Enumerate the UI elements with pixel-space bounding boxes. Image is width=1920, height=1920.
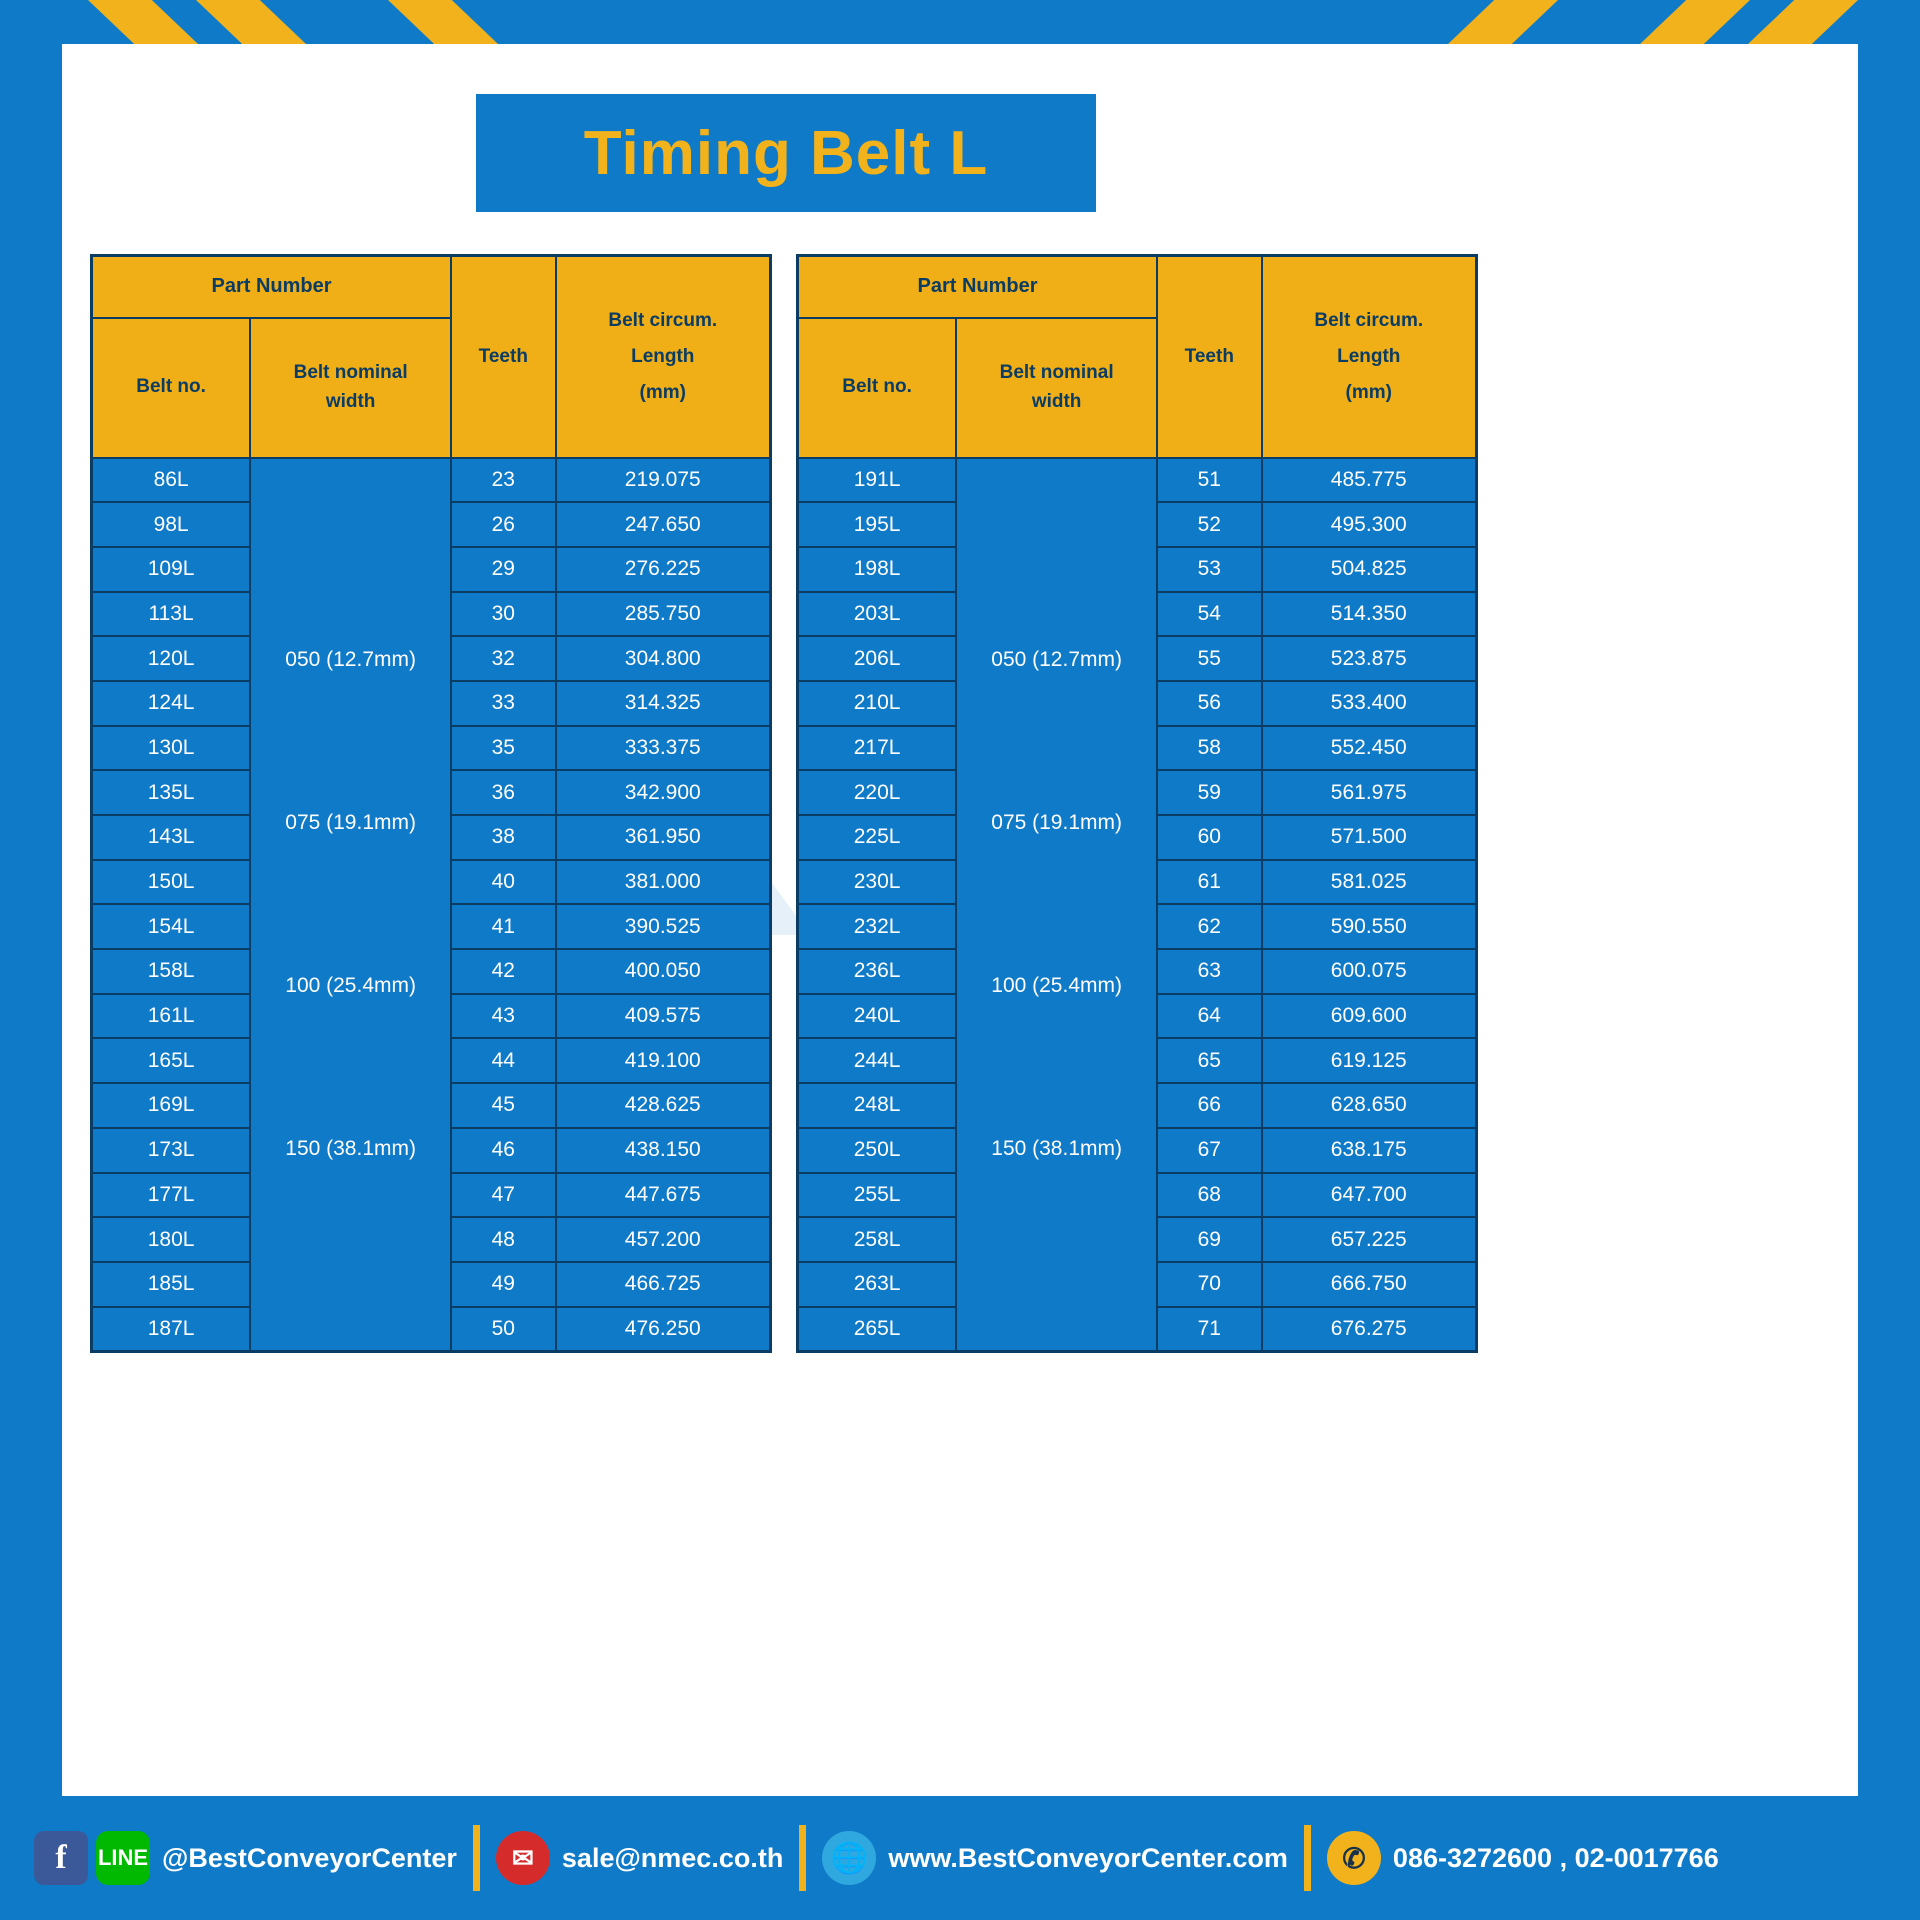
cell-teeth: 42 — [451, 949, 555, 994]
cell-length: 428.625 — [556, 1083, 771, 1128]
cell-length: 619.125 — [1262, 1038, 1477, 1083]
belt-width-option: 050 (12.7mm) — [991, 648, 1122, 672]
footer-email[interactable] — [496, 1796, 783, 1920]
tables-container — [90, 254, 1830, 1353]
cell-length: 485.775 — [1262, 458, 1477, 503]
cell-teeth: 53 — [1157, 547, 1261, 592]
footer-website[interactable] — [822, 1796, 1288, 1920]
timing-belt-table-left — [90, 254, 772, 1353]
cell-belt-no: 180L — [92, 1217, 251, 1262]
cell-teeth: 69 — [1157, 1217, 1261, 1262]
cell-teeth: 41 — [451, 904, 555, 949]
cell-teeth: 64 — [1157, 994, 1261, 1039]
table-body-left — [92, 458, 771, 1352]
footer-phone[interactable] — [1327, 1796, 1719, 1920]
cell-belt-no: 255L — [798, 1173, 957, 1218]
cell-teeth: 44 — [451, 1038, 555, 1083]
belt-width-option: 150 (38.1mm) — [285, 1136, 416, 1160]
cell-belt-no: 248L — [798, 1083, 957, 1128]
header-belt-width-line1-left: Belt nominal — [293, 362, 408, 383]
cell-teeth: 52 — [1157, 502, 1261, 547]
cell-teeth: 58 — [1157, 726, 1261, 771]
cell-length: 571.500 — [1262, 815, 1477, 860]
cell-teeth: 50 — [451, 1307, 555, 1352]
cell-teeth: 35 — [451, 726, 555, 771]
chevron-decor-5 — [1640, 0, 1750, 44]
cell-teeth: 30 — [451, 592, 555, 637]
cell-length: 647.700 — [1262, 1173, 1477, 1218]
cell-teeth: 23 — [451, 458, 555, 503]
cell-belt-width-group — [956, 458, 1157, 1352]
cell-length: 676.275 — [1262, 1307, 1477, 1352]
page-title-bar — [476, 94, 1096, 212]
footer-phone-text: 086-3272600 , 02-0017766 — [1392, 1842, 1719, 1873]
cell-belt-no: 177L — [92, 1173, 251, 1218]
cell-length: 438.150 — [556, 1128, 771, 1173]
cell-belt-no: 154L — [92, 904, 251, 949]
cell-length: 361.950 — [556, 815, 771, 860]
header-circum-line2-right: Length — [1337, 345, 1401, 367]
cell-teeth: 46 — [451, 1128, 555, 1173]
cell-belt-no: 130L — [92, 726, 251, 771]
cell-length: 466.725 — [556, 1262, 771, 1307]
cell-length: 533.400 — [1262, 681, 1477, 726]
cell-belt-no: 191L — [798, 458, 957, 503]
cell-teeth: 48 — [451, 1217, 555, 1262]
cell-belt-no: 113L — [92, 592, 251, 637]
cell-belt-no: 165L — [92, 1038, 251, 1083]
cell-teeth: 45 — [451, 1083, 555, 1128]
cell-belt-no: 258L — [798, 1217, 957, 1262]
header-part-number-left: Part Number — [92, 256, 452, 318]
cell-belt-no: 240L — [798, 994, 957, 1039]
cell-length: 285.750 — [556, 592, 771, 637]
facebook-icon[interactable]: f — [34, 1831, 88, 1885]
cell-belt-no: 150L — [92, 860, 251, 905]
cell-teeth: 68 — [1157, 1173, 1261, 1218]
page-title: Timing Belt L — [583, 118, 989, 188]
cell-length: 523.875 — [1262, 636, 1477, 681]
cell-teeth: 49 — [451, 1262, 555, 1307]
cell-belt-no: 210L — [798, 681, 957, 726]
cell-length: 495.300 — [1262, 502, 1477, 547]
cell-teeth: 70 — [1157, 1262, 1261, 1307]
cell-length: 419.100 — [556, 1038, 771, 1083]
phone-icon[interactable]: ✆ — [1327, 1831, 1381, 1885]
footer-social-handle: @BestConveyorCenter — [162, 1842, 457, 1873]
header-teeth-right: Teeth — [1157, 256, 1261, 458]
cell-teeth: 67 — [1157, 1128, 1261, 1173]
chevron-decor-4 — [1448, 0, 1558, 44]
chevron-decor-6 — [1748, 0, 1858, 44]
cell-belt-no: 220L — [798, 770, 957, 815]
chevron-decor-1 — [88, 0, 198, 44]
footer-bar — [0, 1796, 1920, 1920]
cell-length: 600.075 — [1262, 949, 1477, 994]
cell-belt-no: 230L — [798, 860, 957, 905]
cell-length: 609.600 — [1262, 994, 1477, 1039]
cell-belt-no: 86L — [92, 458, 251, 503]
cell-teeth: 63 — [1157, 949, 1261, 994]
cell-belt-no: 135L — [92, 770, 251, 815]
globe-icon[interactable]: 🌐 — [822, 1831, 876, 1885]
cell-length: 400.050 — [556, 949, 771, 994]
cell-belt-no: 158L — [92, 949, 251, 994]
cell-belt-no: 98L — [92, 502, 251, 547]
cell-length: 247.650 — [556, 502, 771, 547]
cell-belt-no: 203L — [798, 592, 957, 637]
header-belt-width-left — [250, 318, 451, 458]
footer-divider-2 — [799, 1825, 806, 1891]
cell-teeth: 71 — [1157, 1307, 1261, 1352]
cell-teeth: 36 — [451, 770, 555, 815]
cell-length: 504.825 — [1262, 547, 1477, 592]
cell-belt-width-group — [250, 458, 451, 1352]
cell-teeth: 66 — [1157, 1083, 1261, 1128]
cell-belt-no: 265L — [798, 1307, 957, 1352]
belt-width-option: 075 (19.1mm) — [991, 811, 1122, 835]
footer-email-text: sale@nmec.co.th — [561, 1842, 784, 1873]
table-body-right — [798, 458, 1477, 1352]
table-row — [92, 458, 771, 503]
cell-length: 561.975 — [1262, 770, 1477, 815]
cell-teeth: 55 — [1157, 636, 1261, 681]
cell-belt-no: 124L — [92, 681, 251, 726]
cell-length: 590.550 — [1262, 904, 1477, 949]
timing-belt-table-right — [796, 254, 1478, 1353]
cell-length: 514.350 — [1262, 592, 1477, 637]
header-circum-left — [556, 256, 771, 458]
cell-length: 476.250 — [556, 1307, 771, 1352]
cell-belt-no: 161L — [92, 994, 251, 1039]
cell-belt-no: 120L — [92, 636, 251, 681]
header-circum-right — [1262, 256, 1477, 458]
line-icon[interactable]: LINE — [96, 1831, 150, 1885]
cell-teeth: 26 — [451, 502, 555, 547]
cell-length: 276.225 — [556, 547, 771, 592]
header-belt-width-line2-left: width — [325, 390, 376, 412]
cell-length: 552.450 — [1262, 726, 1477, 771]
cell-length: 638.175 — [1262, 1128, 1477, 1173]
header-circum-line1-right: Belt circum. — [1314, 309, 1424, 331]
cell-length: 342.900 — [556, 770, 771, 815]
cell-length: 381.000 — [556, 860, 771, 905]
cell-length: 314.325 — [556, 681, 771, 726]
cell-teeth: 56 — [1157, 681, 1261, 726]
header-belt-width-right — [956, 318, 1157, 458]
header-circum-line3-right: (mm) — [1345, 381, 1392, 403]
cell-belt-no: 206L — [798, 636, 957, 681]
belt-width-option: 100 (25.4mm) — [991, 973, 1122, 997]
belt-width-option: 050 (12.7mm) — [285, 648, 416, 672]
cell-belt-no: 198L — [798, 547, 957, 592]
cell-length: 447.675 — [556, 1173, 771, 1218]
cell-teeth: 60 — [1157, 815, 1261, 860]
header-belt-width-line1-right: Belt nominal — [999, 362, 1114, 383]
chevron-decor-3 — [388, 0, 498, 44]
cell-teeth: 38 — [451, 815, 555, 860]
cell-length: 219.075 — [556, 458, 771, 503]
cell-teeth: 65 — [1157, 1038, 1261, 1083]
cell-length: 628.650 — [1262, 1083, 1477, 1128]
cell-length: 304.800 — [556, 636, 771, 681]
cell-length: 333.375 — [556, 726, 771, 771]
cell-belt-no: 244L — [798, 1038, 957, 1083]
footer-social[interactable] — [34, 1796, 457, 1920]
cell-length: 581.025 — [1262, 860, 1477, 905]
header-part-number-right: Part Number — [798, 256, 1158, 318]
cell-teeth: 43 — [451, 994, 555, 1039]
cell-length: 457.200 — [556, 1217, 771, 1262]
table-row — [798, 458, 1477, 503]
footer-divider-1 — [473, 1825, 480, 1891]
cell-length: 657.225 — [1262, 1217, 1477, 1262]
cell-belt-no: 217L — [798, 726, 957, 771]
header-belt-no-left: Belt no. — [92, 318, 251, 458]
cell-teeth: 33 — [451, 681, 555, 726]
cell-belt-no: 109L — [92, 547, 251, 592]
belt-width-option: 100 (25.4mm) — [285, 973, 416, 997]
cell-teeth: 54 — [1157, 592, 1261, 637]
belt-width-option: 150 (38.1mm) — [991, 1136, 1122, 1160]
footer-divider-3 — [1304, 1825, 1311, 1891]
header-belt-width-line2-right: width — [1031, 390, 1082, 412]
cell-teeth: 32 — [451, 636, 555, 681]
header-circum-line3-left: (mm) — [639, 381, 686, 403]
cell-belt-no: 250L — [798, 1128, 957, 1173]
cell-teeth: 29 — [451, 547, 555, 592]
cell-belt-no: 225L — [798, 815, 957, 860]
cell-belt-no: 232L — [798, 904, 957, 949]
cell-teeth: 62 — [1157, 904, 1261, 949]
header-teeth-left: Teeth — [451, 256, 555, 458]
header-circum-line2-left: Length — [631, 345, 695, 367]
cell-belt-no: 195L — [798, 502, 957, 547]
cell-belt-no: 143L — [92, 815, 251, 860]
cell-teeth: 61 — [1157, 860, 1261, 905]
footer-website-text: www.BestConveyorCenter.com — [888, 1842, 1288, 1873]
cell-length: 390.525 — [556, 904, 771, 949]
cell-length: 666.750 — [1262, 1262, 1477, 1307]
cell-belt-no: 173L — [92, 1128, 251, 1173]
belt-width-option: 075 (19.1mm) — [285, 811, 416, 835]
cell-belt-no: 263L — [798, 1262, 957, 1307]
email-icon[interactable]: ✉ — [496, 1831, 550, 1885]
chevron-decor-2 — [196, 0, 306, 44]
cell-belt-no: 187L — [92, 1307, 251, 1352]
cell-belt-no: 169L — [92, 1083, 251, 1128]
header-belt-no-right: Belt no. — [798, 318, 957, 458]
cell-teeth: 59 — [1157, 770, 1261, 815]
header-circum-line1-left: Belt circum. — [608, 309, 718, 331]
cell-belt-no: 236L — [798, 949, 957, 994]
cell-teeth: 40 — [451, 860, 555, 905]
cell-length: 409.575 — [556, 994, 771, 1039]
cell-teeth: 51 — [1157, 458, 1261, 503]
cell-belt-no: 185L — [92, 1262, 251, 1307]
cell-teeth: 47 — [451, 1173, 555, 1218]
